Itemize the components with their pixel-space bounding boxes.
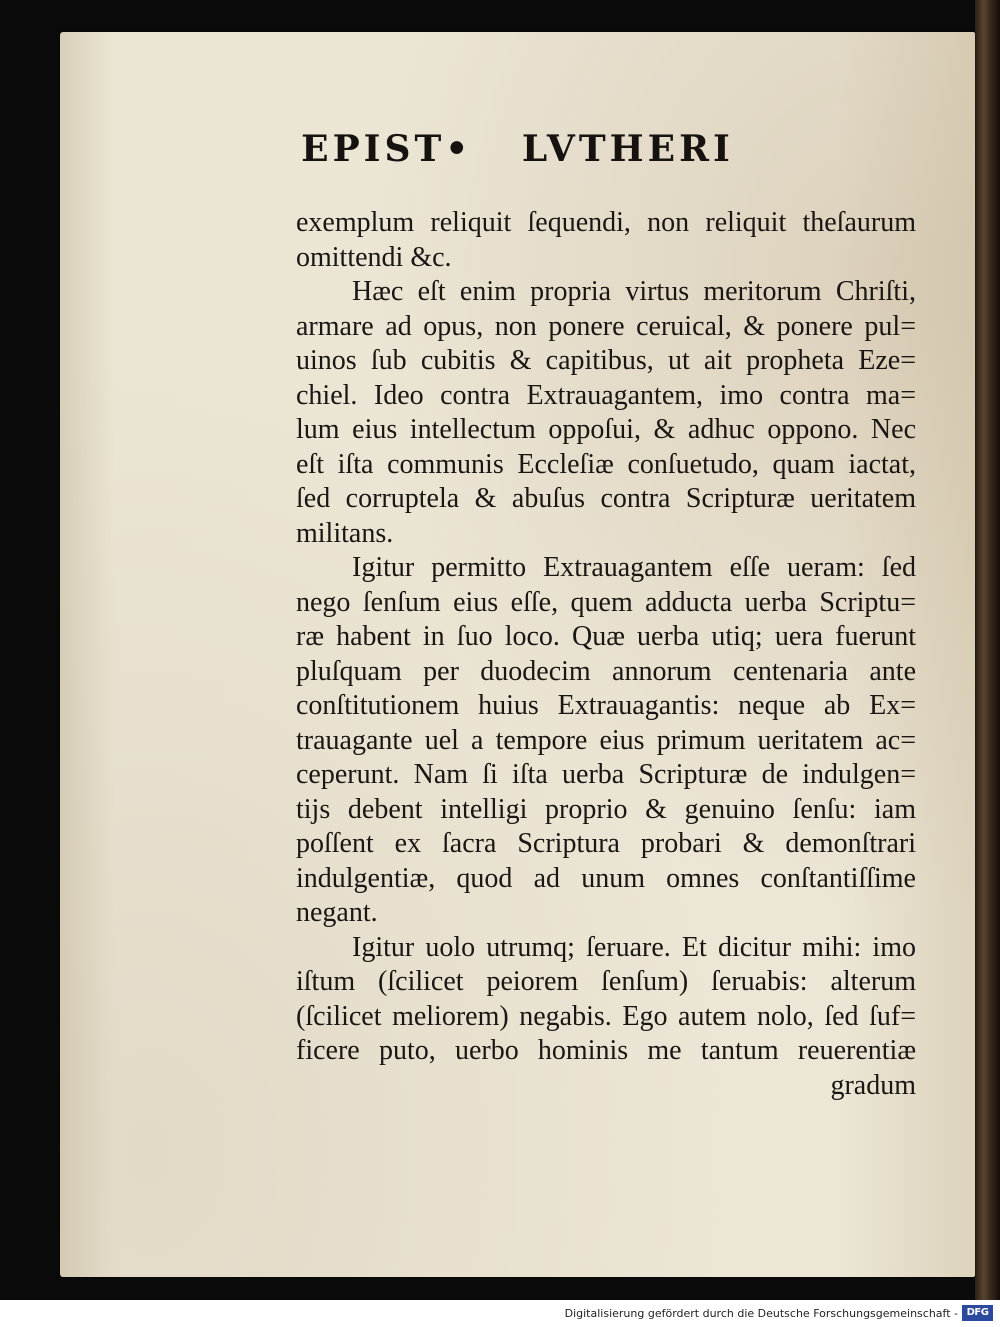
text-line: iſtum (ſcilicet peiorem ſenſum) ſeruabis: alterum bbox=[296, 966, 916, 997]
text-line: poſſent ex ſacra Scriptura probari & demonſtrari bbox=[296, 828, 916, 859]
text-line: pluſquam per duodecim annorum centenaria ante bbox=[296, 655, 916, 687]
text-line: nego ſenſum eius eſſe, quem adducta uerba Scriptu= bbox=[296, 586, 916, 618]
text-line: Hæc eſt enim propria virtus meritorum Chriſti, bbox=[352, 276, 916, 307]
text-line: ficere puto, uerbo hominis me tantum reuerentiæ bbox=[296, 1035, 916, 1066]
text-line: uinos ſub cubitis & capitibus, ut ait propheta Eze= bbox=[296, 345, 916, 376]
text-line: chiel. Ideo contra Extrauagantem, imo contra ma= bbox=[296, 379, 916, 411]
text-line: lum eius intellectum oppoſui, & adhuc oppono. Nec bbox=[296, 414, 916, 445]
text-block bbox=[296, 206, 916, 1103]
catchword: gradum bbox=[830, 1069, 916, 1101]
text-line: Igitur permitto Extrauagantem eſſe ueram: ſed bbox=[352, 552, 916, 583]
dfg-logo-icon: DFG bbox=[962, 1305, 993, 1321]
text-line: (ſcilicet meliorem) negabis. Ego autem nolo, ſed ſuf= bbox=[296, 1000, 916, 1032]
text-line: omittendi &c. bbox=[296, 241, 452, 273]
footer-bar bbox=[0, 1300, 1000, 1327]
text-line: Igitur uolo utrumq; ſeruare. Et dicitur mihi: imo bbox=[352, 931, 916, 963]
text-line: negant. bbox=[296, 897, 378, 928]
book-page bbox=[60, 32, 975, 1277]
running-head: EPIST• LVTHERI bbox=[301, 128, 734, 170]
text-line: trauagante uel a tempore eius primum ueritatem ac= bbox=[296, 724, 916, 756]
text-line: armare ad opus, non ponere ceruical, & ponere pul= bbox=[296, 310, 916, 342]
text-line: ræ habent in ſuo loco. Quæ uerba utiq; uera fuerunt bbox=[296, 621, 916, 652]
text-line: militans. bbox=[296, 517, 394, 549]
text-line: eſt iſta communis Eccleſiæ conſuetudo, quam iactat, bbox=[296, 448, 916, 480]
text-line: exemplum reliquit ſequendi, non reliquit theſaurum bbox=[296, 207, 916, 238]
text-line: indulgentiæ, quod ad unum omnes conſtantiſſime bbox=[296, 862, 916, 894]
text-line: conſtitutionem huius Extrauagantis: neque ab Ex= bbox=[296, 690, 916, 721]
text-line: ceperunt. Nam ſi iſta uerba Scripturæ de indulgen= bbox=[296, 759, 916, 790]
funding-credit: Digitalisierung gefördert durch die Deutsche Forschungsgemeinschaft - bbox=[564, 1307, 958, 1320]
book-edge bbox=[975, 0, 1000, 1300]
text-line: ſed corruptela & abuſus contra Scripturæ ueritatem bbox=[296, 483, 916, 514]
text-line: tijs debent intelligi proprio & genuino ſenſu: iam bbox=[296, 793, 916, 825]
